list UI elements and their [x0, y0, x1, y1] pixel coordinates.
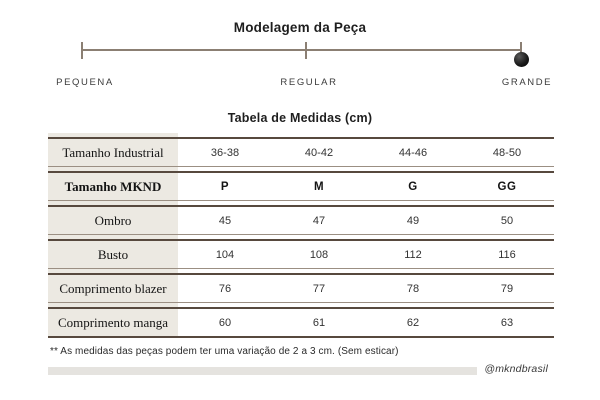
measurement-disclaimer: ** As medidas das peças podem ter uma variação de 2 a 3 cm. (Sem esticar) [50, 346, 399, 357]
cell-value: P [220, 180, 230, 193]
row-label: Busto [97, 246, 129, 262]
cell-value: GG [497, 180, 517, 193]
page-title: Modelagem da Peça [233, 20, 367, 35]
cell-value: 45 [218, 214, 232, 227]
cell-value: 77 [312, 282, 326, 295]
cell-value: 116 [498, 248, 516, 261]
cell-value: M [313, 180, 325, 193]
cell-value: 61 [312, 316, 326, 329]
footer-stripe [48, 367, 477, 375]
scale-label-pequena: PEQUENA [56, 77, 114, 88]
table-title: Tabela de Medidas (cm) [227, 111, 373, 125]
cell-value: 62 [406, 316, 420, 329]
scale-tick-regular [305, 42, 307, 59]
row-label: Tamanho MKND [64, 178, 162, 194]
table-row-ombro [48, 205, 554, 235]
table-row-busto [48, 239, 554, 269]
cell-value: 76 [218, 282, 232, 295]
cell-value: 44-46 [398, 146, 428, 159]
row-label: Ombro [94, 212, 132, 228]
scale-label-grande: GRANDE [501, 77, 553, 88]
cell-value: 104 [215, 248, 235, 261]
brand-handle: @mkndbrasil [484, 363, 548, 375]
cell-value: 47 [312, 214, 326, 227]
cell-value: 40-42 [304, 146, 334, 159]
cell-value: 49 [406, 214, 420, 227]
scale-tick-pequena [81, 42, 83, 59]
cell-value: 79 [500, 282, 514, 295]
cell-value: 36-38 [210, 146, 240, 159]
cell-value: 108 [309, 248, 329, 261]
table-row-tamanho-industrial [48, 137, 554, 167]
cell-value: 78 [406, 282, 420, 295]
table-row-comprimento-blazer [48, 273, 554, 303]
row-label: Comprimento blazer [59, 280, 167, 296]
cell-value: 50 [500, 214, 514, 227]
measurements-table [48, 133, 554, 338]
row-label: Tamanho Industrial [62, 144, 164, 160]
row-label: Comprimento manga [57, 314, 169, 330]
cell-value: 112 [404, 248, 422, 261]
scale-label-regular: REGULAR [280, 77, 338, 88]
cell-value: G [408, 180, 418, 193]
scale-line [82, 49, 522, 51]
cell-value: 48-50 [492, 146, 522, 159]
table-row-comprimento-manga [48, 307, 554, 338]
cell-value: 63 [500, 316, 514, 329]
selected-size-marker-icon [514, 52, 529, 67]
cell-value: 60 [218, 316, 232, 329]
table-row-tamanho-mknd [48, 171, 554, 201]
